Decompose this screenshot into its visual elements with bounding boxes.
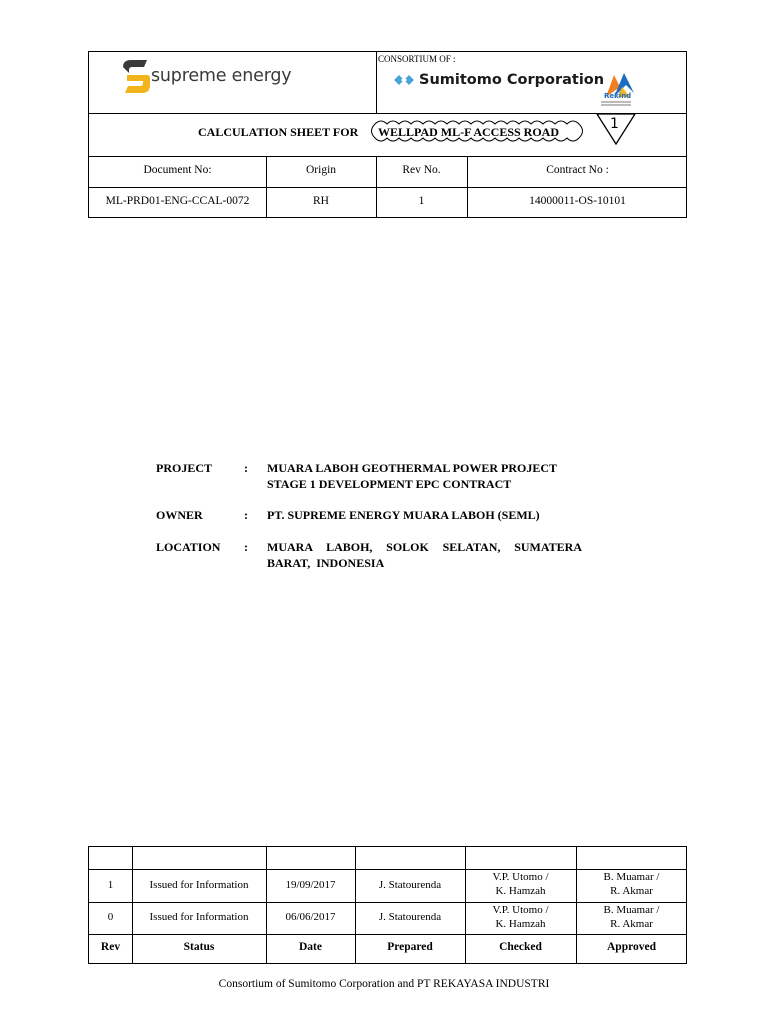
project-label: PROJECT [156,461,213,475]
divider [89,187,686,188]
rekind-wordmark: Rekind [604,92,632,100]
location-value: MUARA LABOH, SOLOK SELATAN, SUMATERA BARAT, INDONESIA [267,540,582,570]
rev-no-header: Rev No. [402,164,441,176]
document-header [88,51,687,218]
approved-cell: B. Muamar / [603,904,660,916]
divider [376,52,377,113]
rev-cell: 0 [107,911,114,923]
colon: : [244,540,248,554]
rev-cell: 1 [107,879,114,891]
document-no-value: ML-PRD01-ENG-CCAL-0072 [105,195,250,207]
calc-title-subject: WELLPAD ML-F ACCESS ROAD [378,125,560,139]
divider [89,156,686,157]
date-column-header: Date [299,941,322,953]
owner-value: PT. SUPREME ENERGY MUARA LABOH (SEML) [267,508,540,522]
date-cell: 06/06/2017 [285,911,336,923]
date-cell: 19/09/2017 [285,879,336,891]
rev-column-header: Rev [100,941,121,953]
prepared-cell: J. Statourenda [378,879,442,891]
divider [89,869,686,870]
checked-column-header: Checked [499,941,542,953]
supreme-energy-wordmark: supreme energy [151,66,292,86]
rev-no-value: 1 [418,195,425,207]
colon: : [244,508,248,522]
revision-marker: 1 [610,116,619,132]
sumitomo-diamond-icon [393,73,415,87]
divider [89,934,686,935]
approved-column-header: Approved [607,941,656,953]
status-cell: Issued for Information [149,879,249,891]
divider [89,902,686,903]
owner-label: OWNER [156,508,203,522]
prepared-cell: J. Statourenda [378,911,442,923]
origin-header: Origin [305,164,337,176]
contract-no-header: Contract No : [546,164,609,176]
checked-cell: V.P. Utomo / [492,904,549,916]
revision-table [88,846,687,964]
prepared-column-header: Prepared [387,941,433,953]
rekind-tagline [601,104,631,106]
checked-cell: V.P. Utomo / [492,871,549,883]
checked-cell: K. Hamzah [495,918,546,930]
status-cell: Issued for Information [149,911,249,923]
approved-cell: B. Muamar / [603,871,660,883]
consortium-label: CONSORTIUM OF : [378,54,456,64]
checked-cell: K. Hamzah [495,885,546,897]
footer-text: Consortium of Sumitomo Corporation and PT REKAYASA INDUSTRI [218,978,550,990]
calc-title-prefix: CALCULATION SHEET FOR [198,125,359,139]
sumitomo-wordmark: Sumitomo Corporation [419,72,605,88]
status-column-header: Status [183,941,215,953]
colon: : [244,461,248,475]
project-value: MUARA LABOH GEOTHERMAL POWER PROJECT STAGE 1 DEVELOPMENT EPC CONTRACT [267,461,557,491]
location-label: LOCATION [156,540,221,554]
approved-cell: R. Akmar [610,918,653,930]
document-no-header: Document No: [143,164,212,176]
contract-no-value: 14000011-OS-10101 [529,195,626,207]
approved-cell: R. Akmar [610,885,653,897]
rekind-tagline [601,101,631,103]
origin-value: RH [313,195,329,207]
